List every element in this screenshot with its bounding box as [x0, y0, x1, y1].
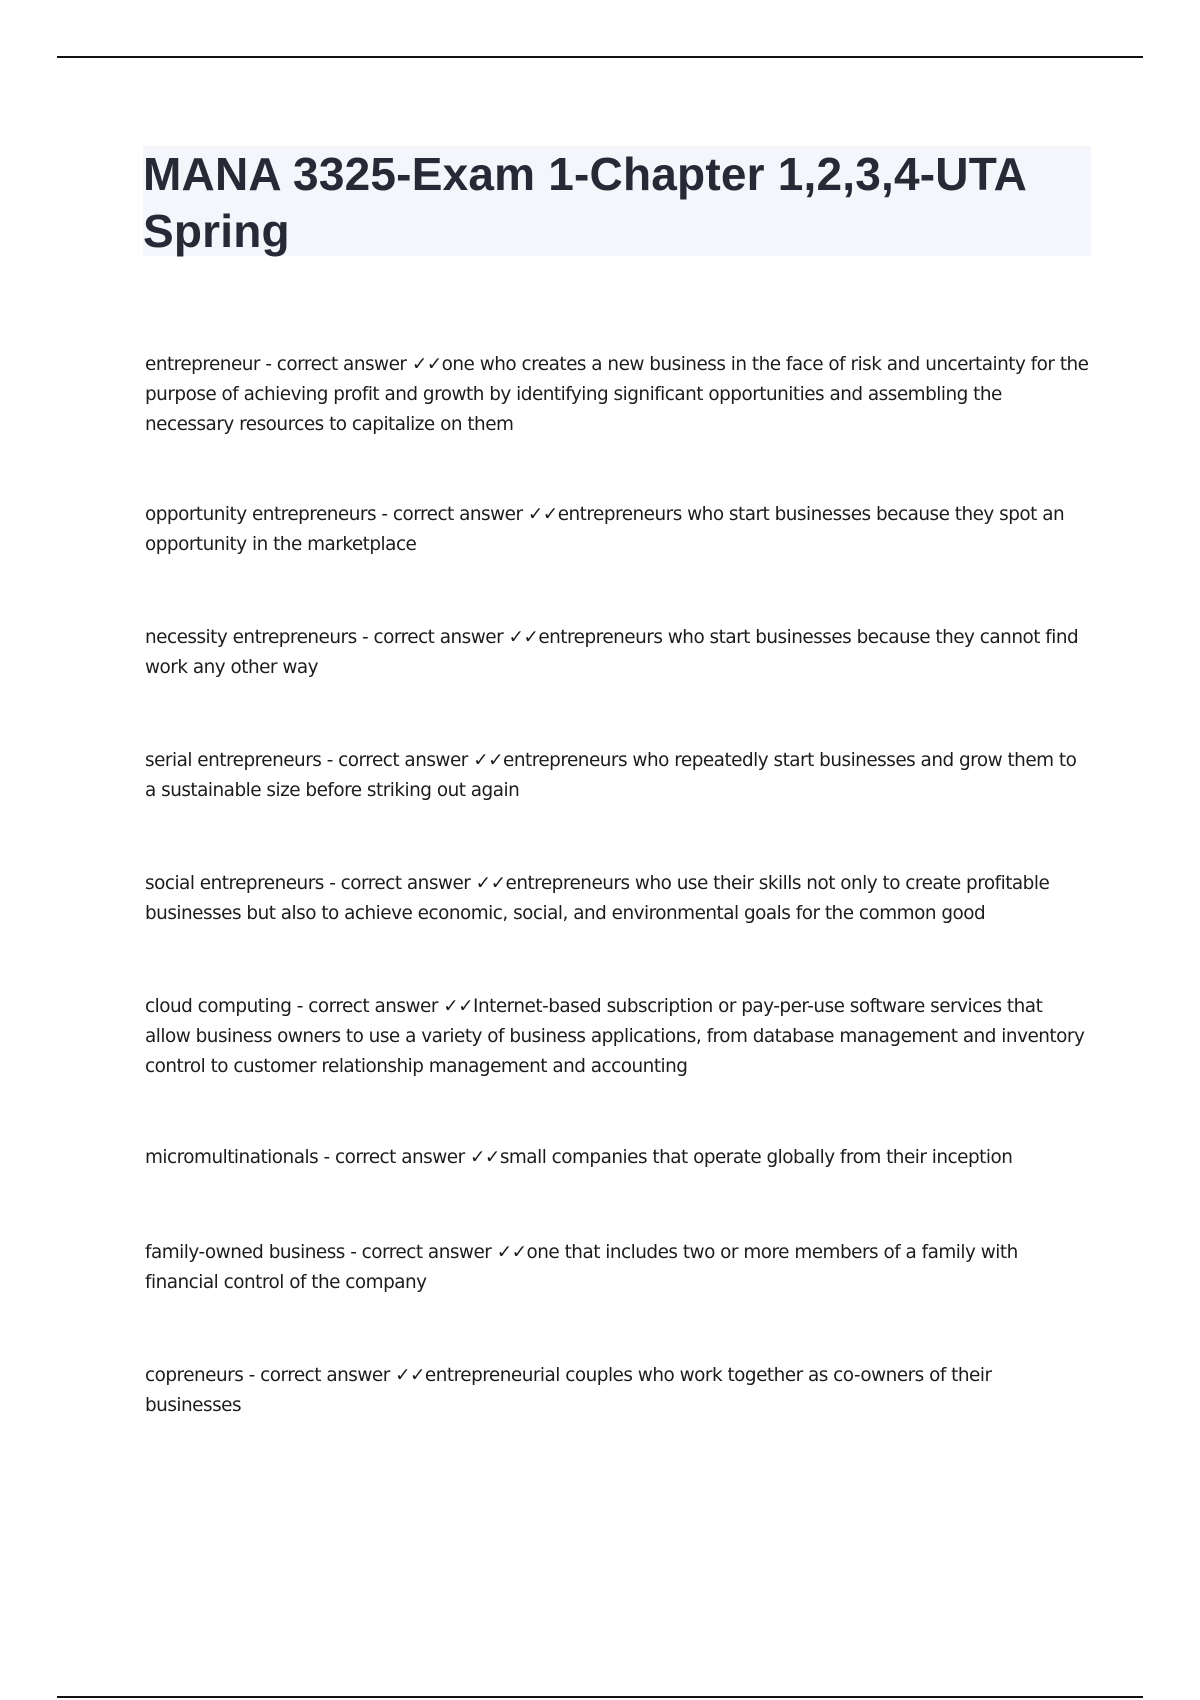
flashcard-entry-micromultinationals: micromultinationals - correct answer ✓✓small companies that operate globally from their inception: [145, 1147, 1013, 1168]
top-divider: [57, 56, 1143, 58]
flashcard-entry-family-owned-business: family-owned business - correct answer ✓✓one that includes two or more members of a family with financial control of the company: [145, 1242, 1018, 1293]
bottom-divider: [57, 1696, 1143, 1698]
document-title: MANA 3325-Exam 1-Chapter 1,2,3,4-UTA Spring: [143, 148, 1026, 257]
flashcard-entry-opportunity-entrepreneurs: opportunity entrepreneurs - correct answer ✓✓entrepreneurs who start businesses because they spot an opportunity in the marketplace: [145, 504, 1065, 555]
flashcard-entry-copreneurs: copreneurs - correct answer ✓✓entrepreneurial couples who work together as co-owners of their businesses: [145, 1365, 992, 1416]
flashcard-entry-entrepreneur: entrepreneur - correct answer ✓✓one who creates a new business in the face of risk and uncertainty for the purpose of achieving profit and growth by identifying significant opportunities and assembling the necessary resources to capitalize on them: [145, 354, 1089, 435]
flashcard-entry-necessity-entrepreneurs: necessity entrepreneurs - correct answer ✓✓entrepreneurs who start businesses because they cannot find work any other way: [145, 627, 1079, 678]
flashcard-entry-social-entrepreneurs: social entrepreneurs - correct answer ✓✓entrepreneurs who use their skills not only to create profitable businesses but also to achieve economic, social, and environmental goals for the common good: [145, 873, 1050, 924]
title-block: [143, 146, 1091, 256]
flashcard-entry-cloud-computing: cloud computing - correct answer ✓✓Internet-based subscription or pay-per-use software services that allow business owners to use a variety of business applications, from database management and inventory control to customer relationship management and accounting: [145, 996, 1085, 1077]
flashcard-entry-serial-entrepreneurs: serial entrepreneurs - correct answer ✓✓entrepreneurs who repeatedly start businesses and grow them to a sustainable size before striking out again: [145, 750, 1077, 801]
